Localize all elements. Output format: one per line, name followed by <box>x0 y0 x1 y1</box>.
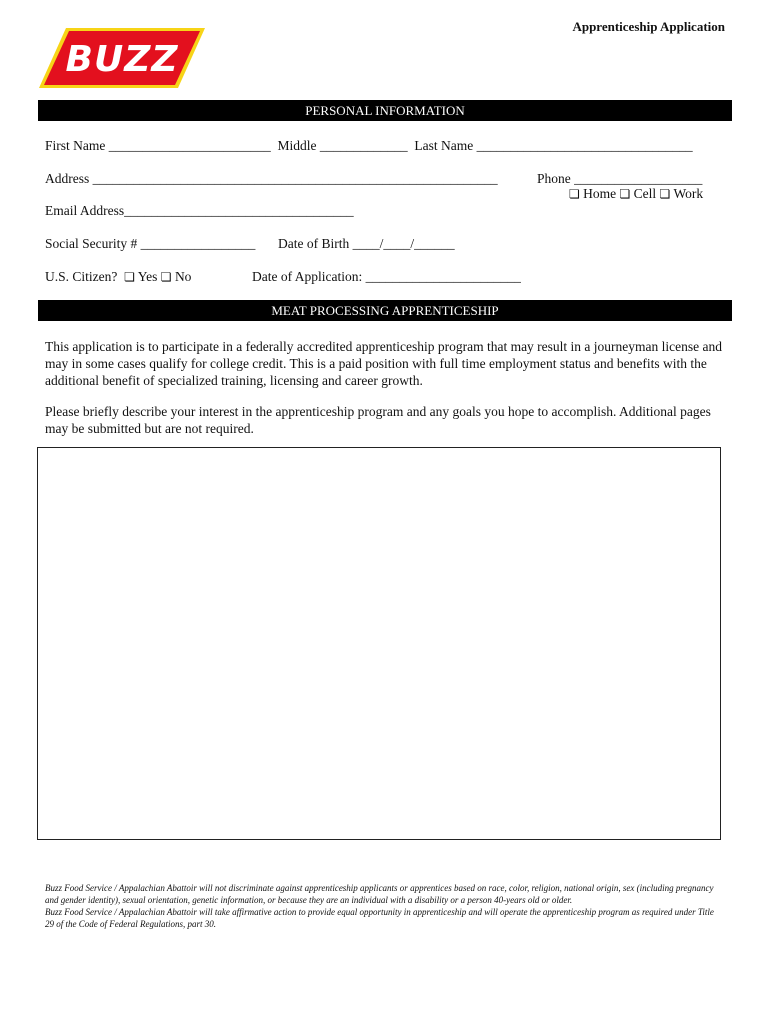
phone-option-work: Work <box>673 186 704 201</box>
dob-label: Date of Birth <box>278 236 350 251</box>
address-row <box>45 171 498 187</box>
date-of-application-row <box>252 269 521 285</box>
buzz-logo-graphic <box>38 27 206 89</box>
name-row <box>45 138 693 154</box>
dob-field[interactable]: ____/____/______ <box>352 236 455 251</box>
phone-type-options <box>569 186 703 202</box>
last-name-label: Last Name <box>414 138 474 153</box>
checkbox-icon[interactable]: ❏ <box>124 270 135 284</box>
email-field[interactable]: __________________________________ <box>124 203 354 218</box>
date-of-application-label: Date of Application: <box>252 269 363 284</box>
first-name-field[interactable]: ________________________ <box>108 138 271 153</box>
ssn-row <box>45 236 255 252</box>
document-title: Apprenticeship Application <box>572 19 725 34</box>
phone-label: Phone <box>537 171 571 186</box>
citizen-row <box>45 269 191 285</box>
logo-wordmark: BUZZ <box>65 39 179 80</box>
email-row <box>45 203 354 219</box>
phone-option-cell: Cell <box>633 186 657 201</box>
citizen-label: U.S. Citizen? <box>45 269 118 284</box>
phone-field[interactable]: ___________________ <box>574 171 703 186</box>
address-label: Address <box>45 171 90 186</box>
non-discrimination-statement: Buzz Food Service / Appalachian Abattoir will not discriminate against apprenticeship applicants or apprentices based on race, color, religion, national origin, sex (including pregnancy and gender identity), sexual orientation, genetic information, or because they are an individual with a disability or a person 40-years old or older. <box>45 883 714 905</box>
phone-option-home: Home <box>583 186 617 201</box>
address-field[interactable]: ____________________________________________________________ <box>92 171 498 186</box>
affirmative-action-statement: Buzz Food Service / Appalachian Abattoir will take affirmative action to provide equal opportunity in apprenticeship and will operate the apprenticeship program as required under Title 29 of the Code of Federal Regulations, part 30. <box>45 907 714 929</box>
program-description: This application is to participate in a federally accredited apprenticeship program that may result in a journeyman license and may in some cases qualify for college credit. This is a paid position with full time employment status and benefits with the additional benefit of specialized training, licensing and career growth. <box>45 339 722 388</box>
checkbox-icon[interactable]: ❏ <box>160 270 172 284</box>
phone-row <box>537 171 702 187</box>
ssn-label: Social Security # <box>45 236 138 251</box>
first-name-label: First Name <box>45 138 106 153</box>
ssn-field[interactable]: _________________ <box>140 236 256 251</box>
checkbox-icon[interactable]: ❏ <box>569 187 580 201</box>
middle-name-field[interactable]: _____________ <box>319 138 408 153</box>
buzz-logo <box>38 27 206 89</box>
section-header-meat-processing-apprenticeship: MEAT PROCESSING APPRENTICESHIP <box>38 300 732 321</box>
section-header-personal-information: PERSONAL INFORMATION <box>38 100 732 121</box>
dob-row <box>278 236 455 252</box>
eeo-statement <box>45 882 720 930</box>
last-name-field[interactable]: ________________________________ <box>476 138 693 153</box>
date-of-application-field[interactable]: _______________________ <box>365 269 521 284</box>
checkbox-icon[interactable]: ❏ <box>619 187 631 201</box>
interest-goals-text-area[interactable] <box>37 447 721 840</box>
middle-name-label: Middle <box>277 138 317 153</box>
checkbox-icon[interactable]: ❏ <box>659 187 671 201</box>
citizen-option-yes: Yes <box>137 269 158 284</box>
email-label: Email Address <box>45 203 125 218</box>
citizen-option-no: No <box>174 269 192 284</box>
essay-instructions: Please briefly describe your interest in the apprenticeship program and any goals you hope to accomplish. Additional pages may be submitted but are not required. <box>45 404 711 436</box>
